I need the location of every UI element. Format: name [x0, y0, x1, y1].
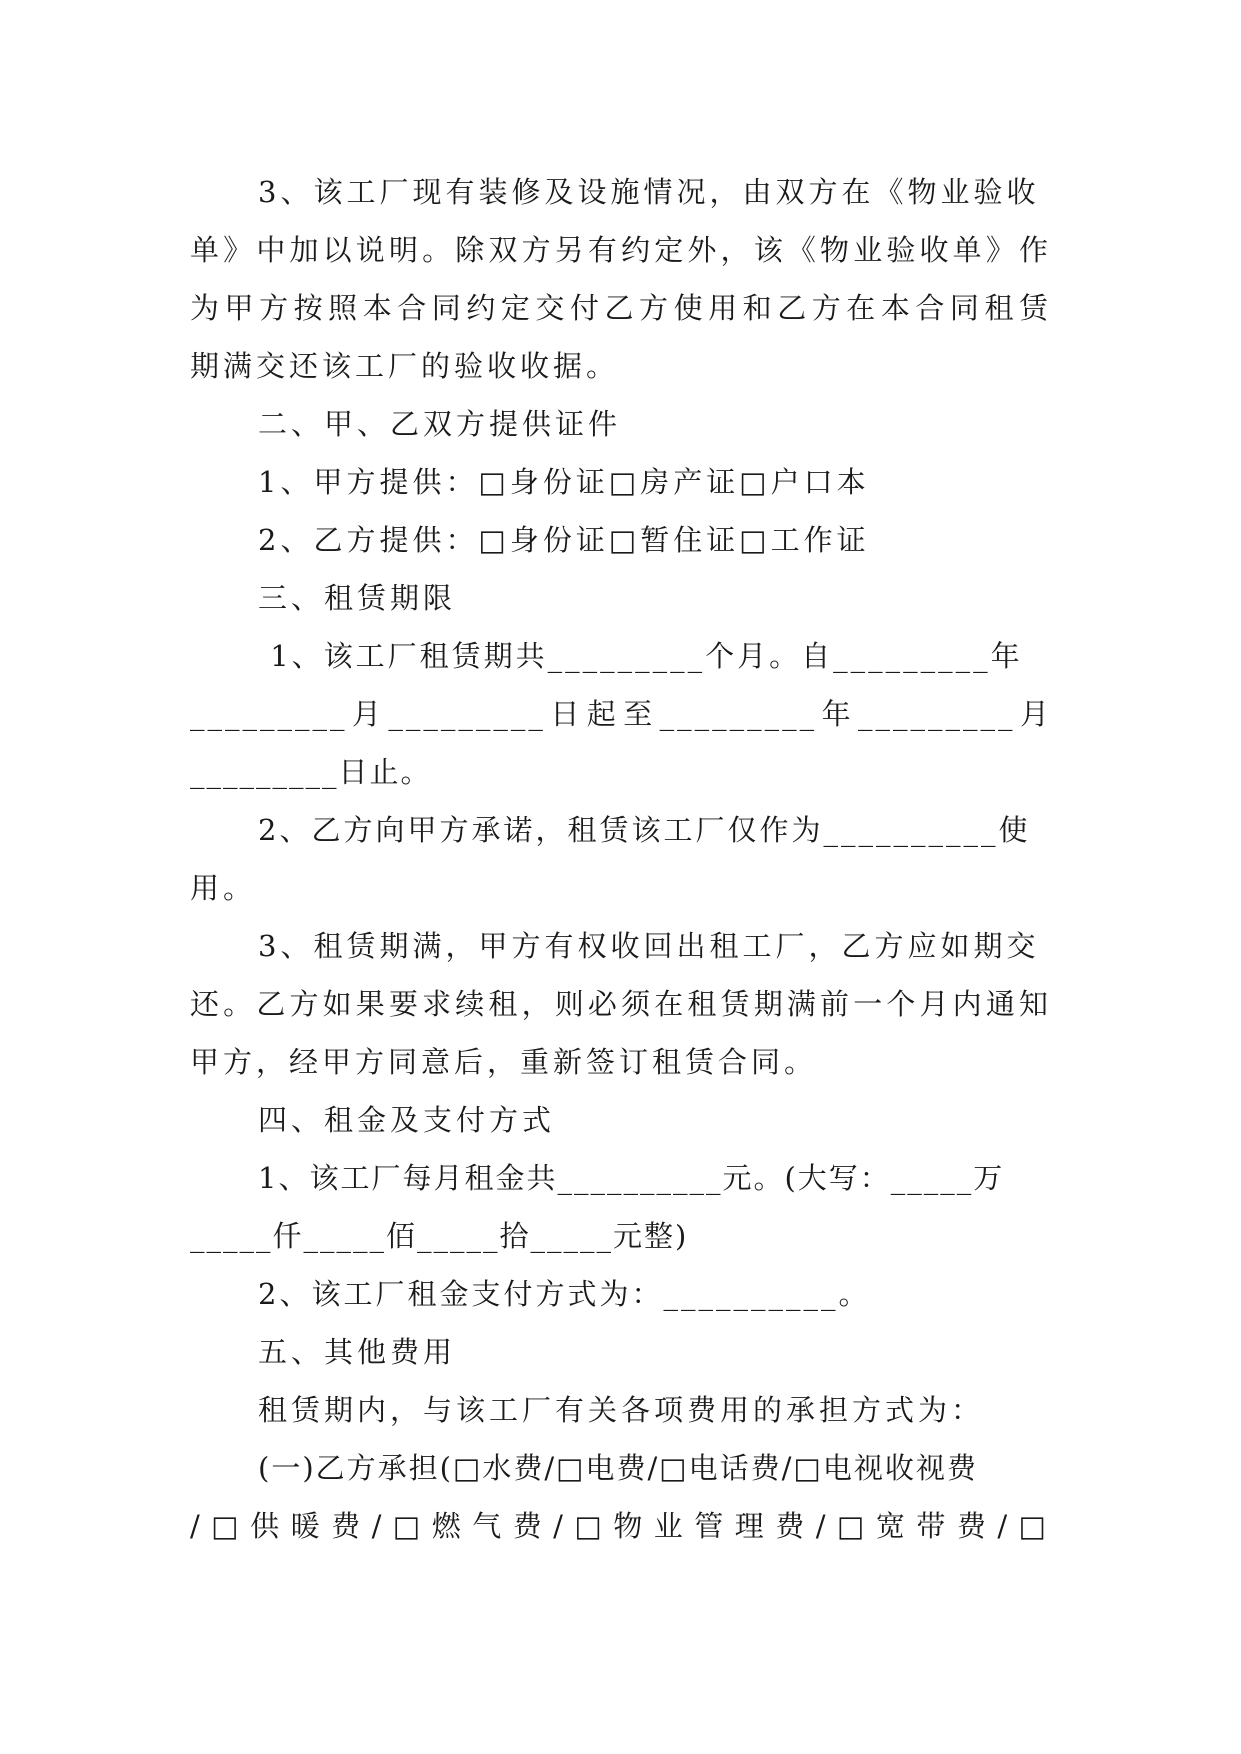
paragraph-line: 用。 [190, 871, 257, 905]
paragraph-line: 3、租赁期满，甲方有权收回出租工厂，乙方应如期交 [258, 929, 1040, 963]
paragraph-line: 租赁期内，与该工厂有关各项费用的承担方式为： [258, 1393, 985, 1427]
paragraph-line: _____仟_____佰_____拾_____元整) [190, 1219, 689, 1253]
paragraph-line: 2、乙方提供：□身份证□暂住证□工作证 [258, 523, 870, 557]
paragraph-line: 2、乙方向甲方承诺，租赁该工厂仅作为__________使 [258, 813, 1031, 847]
paragraph-line: 期满交还该工厂的验收收据。 [190, 349, 620, 383]
paragraph-line: /□供暖费/□燃气费/□物业管理费/□宽带费/□ [190, 1509, 1052, 1543]
paragraph-line: _________日止。 [190, 755, 432, 789]
paragraph-line: 甲方，经甲方同意后，重新签订租赁合同。 [190, 1045, 818, 1079]
section-heading: 二、甲、乙双方提供证件 [258, 407, 622, 441]
document-body [190, 163, 1052, 1555]
paragraph-line: 为甲方按照本合同约定交付乙方使用和乙方在本合同租赁 [190, 291, 1052, 325]
paragraph-line: 单》中加以说明。除双方另有约定外，该《物业验收单》作 [190, 233, 1052, 267]
paragraph-line: 2、该工厂租金支付方式为：__________。 [258, 1277, 871, 1311]
paragraph-line: (一)乙方承担(□水费/□电费/□电话费/□电视收视费 [258, 1451, 978, 1485]
section-heading: 五、其他费用 [258, 1335, 457, 1369]
paragraph-line: 3、该工厂现有装修及设施情况，由双方在《物业验收 [258, 175, 1040, 209]
paragraph-line: _________月_________日起至_________年_________月 [190, 697, 1052, 731]
paragraph-line: 1、该工厂租赁期共_________个月。自_________年 [258, 639, 1023, 673]
section-heading: 四、租金及支付方式 [258, 1103, 556, 1137]
paragraph-line: 还。乙方如果要求续租，则必须在租赁期满前一个月内通知 [190, 987, 1052, 1021]
section-heading: 三、租赁期限 [258, 581, 457, 615]
paragraph-line: 1、甲方提供：□身份证□房产证□户口本 [258, 465, 870, 499]
paragraph-line: 1、该工厂每月租金共__________元。(大写：_____万 [258, 1161, 1005, 1195]
